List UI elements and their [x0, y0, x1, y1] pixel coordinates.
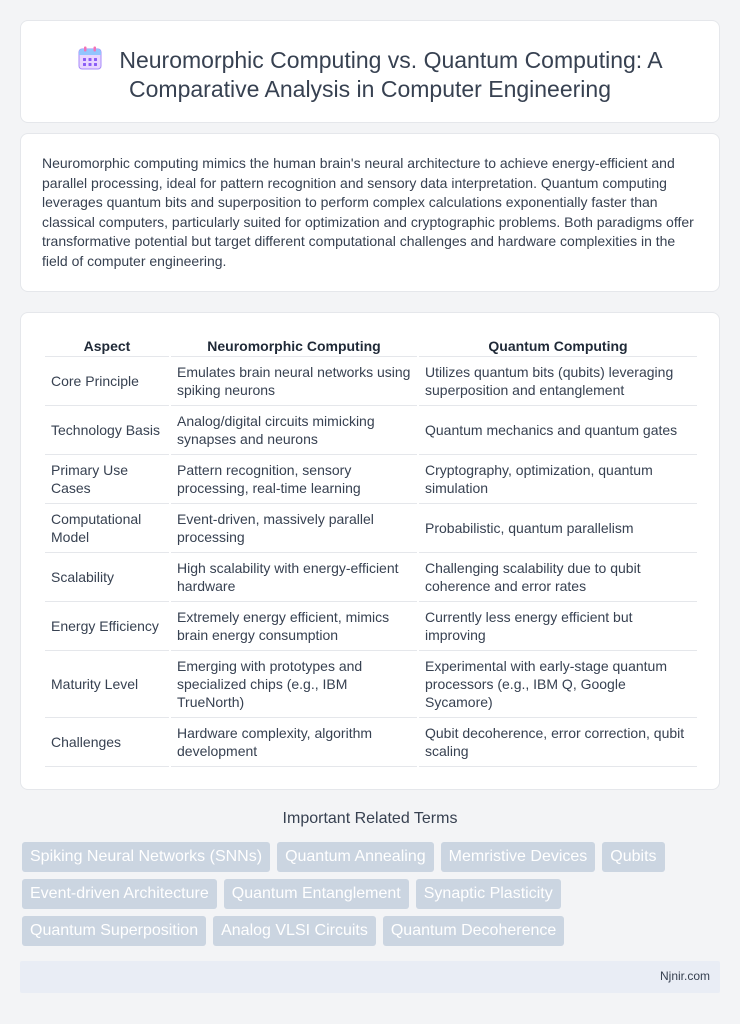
table-row [45, 651, 697, 718]
related-term-tag[interactable]: Memristive Devices [441, 842, 596, 872]
summary-card [20, 133, 720, 292]
quantum-cell: Experimental with early-stage quantum processors (e.g., IBM Q, Google Sycamore) [419, 651, 697, 718]
aspect-cell: Scalability [45, 553, 169, 602]
quantum-cell: Cryptography, optimization, quantum simulation [419, 455, 697, 504]
table-header-row [45, 333, 697, 357]
neuromorphic-cell: Emulates brain neural networks using spiking neurons [171, 357, 417, 406]
comparison-table-card [20, 312, 720, 790]
page-title [21, 45, 719, 104]
summary-paragraph: Neuromorphic computing mimics the human brain's neural architecture to achieve energy-efficient and parallel processing, ideal for pattern recognition and sensory data interpretation. Quantum computing leverages quantum bits and superposition to perform complex calculations exponentially faster than classical computers, particularly suited for optimization and cryptographic problems. Both paradigms offer transformative potential but target different computational challenges and hardware complexities in the field of computer engineering. [42, 155, 694, 269]
neuromorphic-cell: Emerging with prototypes and specialized chips (e.g., IBM TrueNorth) [171, 651, 417, 718]
quantum-cell: Utilizes quantum bits (qubits) leveraging superposition and entanglement [419, 357, 697, 406]
neuromorphic-cell: Hardware complexity, algorithm development [171, 718, 417, 767]
quantum-cell: Quantum mechanics and quantum gates [419, 406, 697, 455]
neuromorphic-cell: Event-driven, massively parallel processing [171, 504, 417, 553]
footer-site-link[interactable]: Njnir.com [659, 969, 710, 983]
aspect-cell: Primary Use Cases [45, 455, 169, 504]
column-header-quantum: Quantum Computing [419, 333, 697, 357]
title-text: Neuromorphic Computing vs. Quantum Computing: A Comparative Analysis in Computer Engineering [119, 47, 663, 102]
quantum-cell: Challenging scalability due to qubit coherence and error rates [419, 553, 697, 602]
quantum-cell: Probabilistic, quantum parallelism [419, 504, 697, 553]
aspect-cell: Challenges [45, 718, 169, 767]
table-row [45, 406, 697, 455]
neuromorphic-cell: Pattern recognition, sensory processing, real-time learning [171, 455, 417, 504]
related-term-tag[interactable]: Spiking Neural Networks (SNNs) [22, 842, 270, 872]
table-row [45, 455, 697, 504]
related-terms-heading: Important Related Terms [282, 810, 458, 827]
related-term-tag[interactable]: Qubits [602, 842, 664, 872]
related-term-tag[interactable]: Quantum Annealing [277, 842, 434, 872]
table-row [45, 553, 697, 602]
neuromorphic-cell: High scalability with energy-efficient hardware [171, 553, 417, 602]
column-header-aspect: Aspect [45, 333, 169, 357]
related-term-tag[interactable]: Quantum Entanglement [224, 879, 409, 909]
related-term-tag[interactable]: Synaptic Plasticity [416, 879, 561, 909]
related-term-tag[interactable]: Event-driven Architecture [22, 879, 217, 909]
related-term-tag[interactable]: Quantum Decoherence [383, 916, 564, 946]
calendar-icon [77, 45, 103, 71]
table-row [45, 504, 697, 553]
related-term-tag[interactable]: Quantum Superposition [22, 916, 206, 946]
title-card [20, 20, 720, 123]
comparison-table [43, 333, 699, 767]
aspect-cell: Core Principle [45, 357, 169, 406]
quantum-cell: Qubit decoherence, error correction, qubit scaling [419, 718, 697, 767]
footer [20, 961, 720, 993]
aspect-cell: Maturity Level [45, 651, 169, 718]
table-row [45, 602, 697, 651]
table-row [45, 718, 697, 767]
aspect-cell: Energy Efficiency [45, 602, 169, 651]
related-terms-list [22, 842, 722, 946]
neuromorphic-cell: Extremely energy efficient, mimics brain energy consumption [171, 602, 417, 651]
aspect-cell: Technology Basis [45, 406, 169, 455]
related-term-tag[interactable]: Analog VLSI Circuits [213, 916, 376, 946]
table-row [45, 357, 697, 406]
column-header-neuromorphic: Neuromorphic Computing [171, 333, 417, 357]
aspect-cell: Computational Model [45, 504, 169, 553]
neuromorphic-cell: Analog/digital circuits mimicking synapses and neurons [171, 406, 417, 455]
quantum-cell: Currently less energy efficient but improving [419, 602, 697, 651]
